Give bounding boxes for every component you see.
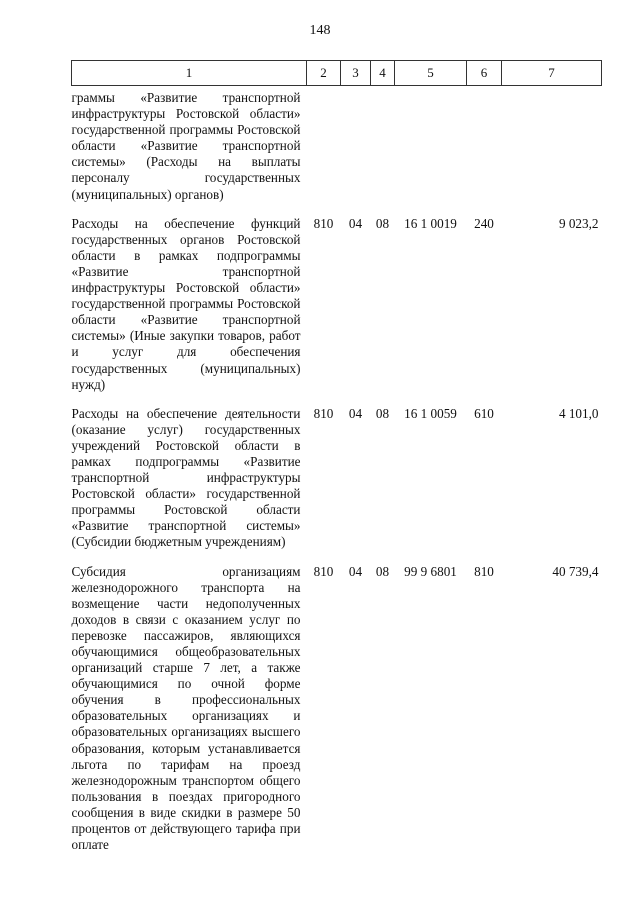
- row-expense-type: [467, 86, 502, 203]
- header-col-7: 7: [502, 61, 602, 86]
- table-row: [72, 86, 602, 203]
- row-section-code: 04: [348, 215, 363, 231]
- budget-table: [71, 60, 602, 853]
- table-row: [72, 551, 602, 854]
- row-subsection-code: 08: [375, 215, 390, 231]
- header-col-3: 3: [341, 61, 371, 86]
- row-amount: 9 023,2: [558, 215, 599, 231]
- row-expense-type: 610: [474, 405, 494, 421]
- row-description: Субсидия организациям железнодорожного транспорта на возмещение части недополученных доходов в связи с оказанием услуг по перевозке пассажиров, являющихся обучающимися общеобразовательных организаций старше 7 лет, а также обучающимися по очной форме обучения в профессиональных образовательных организациях и образовательных организациях высшего образования, которым устанавливается льгота по тарифам на проезд железнодорожным транспортом общего пользования в поездах пригородного сообщения в виде скидки в размере 50 процентов от действующего тарифа при оплате: [71, 563, 301, 853]
- row-ministry-code: [307, 86, 341, 203]
- row-ministry-code: 810: [313, 563, 334, 579]
- row-amount: [502, 86, 602, 203]
- row-amount: 40 739,4: [552, 563, 599, 579]
- row-section-code: 04: [348, 563, 363, 579]
- table-header-row: [72, 61, 602, 86]
- row-target-article: [395, 86, 467, 203]
- row-section-code: 04: [348, 405, 363, 421]
- header-col-1: 1: [72, 61, 307, 86]
- row-target-article: 16 1 0059: [404, 405, 457, 421]
- header-col-4: 4: [371, 61, 395, 86]
- row-subsection-code: [371, 86, 395, 203]
- row-description: Расходы на обеспечение функций государственных органов Ростовской области в рамках подпрограммы «Развитие транспортной инфраструктуры Ростовской области» государственной программы Ростовской области «Развитие транспортной системы» (Иные закупки товаров, работ и услуг для обеспечения государственных (муниципальных) нужд): [71, 215, 301, 392]
- table-row: [72, 203, 602, 393]
- row-target-article: 16 1 0019: [404, 215, 457, 231]
- row-expense-type: 240: [474, 215, 494, 231]
- page-number: 148: [309, 23, 331, 38]
- header-col-5: 5: [395, 61, 467, 86]
- row-subsection-code: 08: [375, 405, 390, 421]
- row-subsection-code: 08: [375, 563, 390, 579]
- row-target-article: 99 9 6801: [404, 563, 457, 579]
- table-row: [72, 393, 602, 551]
- header-col-2: 2: [307, 61, 341, 86]
- row-expense-type: 810: [474, 563, 494, 579]
- row-ministry-code: 810: [313, 215, 334, 231]
- row-ministry-code: 810: [313, 405, 334, 421]
- row-description: Расходы на обеспечение деятельности (оказание услуг) государственных учреждений Ростовской области в рамках подпрограммы «Развитие транспортной инфраструктуры Ростовской области» государственной программы Ростовской области «Развитие транспортной системы» (Субсидии бюджетным учреждениям): [71, 405, 301, 550]
- row-section-code: [341, 86, 371, 203]
- row-amount: 4 101,0: [558, 405, 599, 421]
- header-col-6: 6: [467, 61, 502, 86]
- row-description: граммы «Развитие транспортной инфраструктуры Ростовской области» государственной программы Ростовской области «Развитие транспортной системы» (Расходы на выплаты персоналу государственных (муниципальных) органов): [71, 90, 301, 202]
